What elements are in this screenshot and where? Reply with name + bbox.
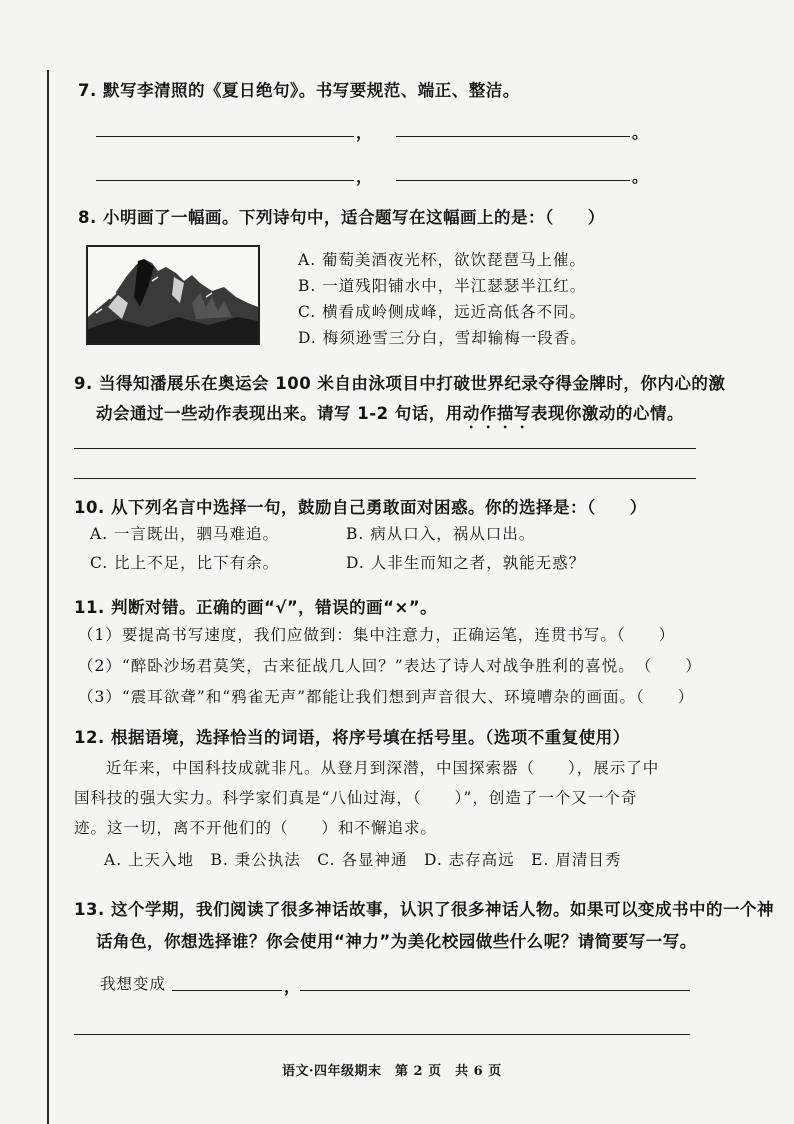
margin-rule xyxy=(47,70,49,1124)
page-footer: 语文·四年级期末 第 2 页 共 6 页 xyxy=(282,1064,502,1079)
q9-line-2 xyxy=(96,400,684,432)
q8-option-c: C. 横看成岭侧成峰，远近高低各不同。 xyxy=(298,303,587,321)
q7-answer-line-1[interactable] xyxy=(96,136,354,137)
q13-answer-line-role[interactable] xyxy=(172,990,282,991)
q10-stem: 10. 从下列名言中选择一句，鼓励自己勇敢面对困惑。你的选择是：（ ） xyxy=(74,498,647,517)
q8-stem: 8. 小明画了一幅画。下列诗句中，适合题写在这幅画上的是：（ ） xyxy=(78,208,605,227)
q9-line-2-pre: 动会通过一些动作表现出来。请写 1-2 句话，用 xyxy=(96,404,463,423)
q9-line-2-post: 表现你激动的心情。 xyxy=(530,404,684,423)
q12-para-3: 迹。这一切，离不开他们的（ ）和不懈追求。 xyxy=(74,819,438,837)
q7-punct-4: 。 xyxy=(632,167,649,186)
q9-answer-line-1[interactable] xyxy=(74,448,696,449)
q11-item-3: （3）“震耳欲聋”和“鸦雀无声”都能让我们想到声音很大、环境嘈杂的画面。（ ） xyxy=(78,688,695,706)
q13-prompt: 我想变成 xyxy=(100,975,167,993)
q8-option-a: A. 葡萄美酒夜光杯，欲饮琵琶马上催。 xyxy=(298,251,587,269)
q11-item-1: （1）要提高书写速度，我们应做到：集中注意力，正确运笔，连贯书写。（ ） xyxy=(78,626,676,644)
q7-stem: 7. 默写李清照的《夏日绝句》。书写要规范、端正、整洁。 xyxy=(78,81,520,100)
q13-answer-line-2[interactable] xyxy=(300,990,690,991)
q11-stem: 11. 判断对错。正确的画“√”，错误的画“×”。 xyxy=(74,598,438,617)
q13-answer-line-3[interactable] xyxy=(74,1034,690,1035)
q8-option-b: B. 一道残阳铺水中，半江瑟瑟半江红。 xyxy=(298,277,587,295)
mountain-painting xyxy=(86,245,260,345)
q7-answer-line-2[interactable] xyxy=(396,136,630,137)
q7-punct-3: ， xyxy=(356,167,373,186)
q9-answer-line-2[interactable] xyxy=(74,478,696,479)
q12-para-1: 近年来，中国科技成就非凡。从登月到深潜，中国探索器（ ），展示了中 xyxy=(106,759,660,777)
q7-punct-2: 。 xyxy=(632,123,649,142)
q13-comma: ， xyxy=(284,977,301,996)
q7-answer-line-4[interactable] xyxy=(396,180,630,181)
q10-option-b: B. 病从口入，祸从口出。 xyxy=(346,525,536,543)
q12-para-2: 国科技的强大实力。科学家们真是“八仙过海，（ ）”，创造了一个又一个奇 xyxy=(74,789,638,807)
q7-punct-1: ， xyxy=(356,123,373,142)
q13-line-2: 话角色，你想选择谁？你会使用“神力”为美化校园做些什么呢？请简要写一写。 xyxy=(96,932,697,951)
q11-item-2: （2）“醉卧沙场君莫笑，古来征战几人回？”表达了诗人对战争胜利的喜悦。 （ ） xyxy=(78,657,702,675)
q10-option-c: C. 比上不足，比下有余。 xyxy=(90,554,280,572)
q10-option-a: A. 一言既出，驷马难追。 xyxy=(90,525,280,543)
q12-choices: A. 上天入地 B. 秉公执法 C. 各显神通 D. 志存高远 E. 眉清目秀 xyxy=(104,851,622,869)
q9-line-1: 9. 当得知潘展乐在奥运会 100 米自由泳项目中打破世界纪录夺得金牌时，你内心的激 xyxy=(74,374,726,393)
mountain-painting-icon xyxy=(88,247,258,343)
q8-option-d: D. 梅须逊雪三分白，雪却输梅一段香。 xyxy=(298,329,587,347)
q13-line-1: 13. 这个学期，我们阅读了很多神话故事，认识了很多神话人物。如果可以变成书中的一个神 xyxy=(74,900,774,919)
q10-option-d: D. 人非生而知之者，孰能无惑？ xyxy=(346,554,586,572)
q9-emphasis: 动作描写 xyxy=(462,404,531,423)
q12-stem: 12. 根据语境，选择恰当的词语，将序号填在括号里。（选项不重复使用） xyxy=(74,728,630,747)
q7-answer-line-3[interactable] xyxy=(96,180,354,181)
